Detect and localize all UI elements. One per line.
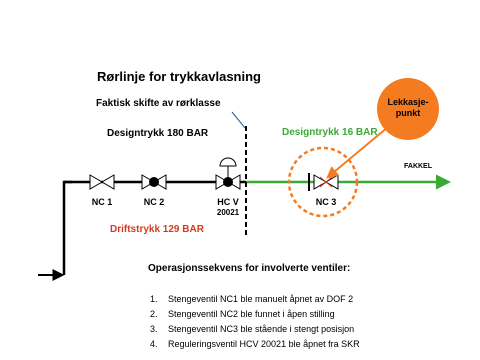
design-pressure-high-label: Designtrykk 180 BAR — [107, 128, 209, 139]
valve-hcv-tag: 20021 — [216, 208, 240, 217]
riser-pipe — [64, 182, 72, 275]
valve-nc2[interactable] — [142, 175, 166, 189]
leak-point-line-2: punkt — [395, 108, 421, 118]
sequence-step: 1. Stengeventil NC1 ble manuelt åpnet av DOF 2 — [150, 294, 354, 304]
sequence-step: 4. Reguleringsventil HCV 20021 ble åpnet fra SKR — [150, 339, 360, 349]
class-change-label: Faktisk skifte av rørklasse — [96, 98, 221, 109]
valve-nc3[interactable] — [314, 175, 338, 189]
sequence-step: 3. Stengeventil NC3 ble stående i stengt posisjon — [150, 324, 355, 334]
valve-hcv-20021[interactable] — [216, 158, 240, 189]
valve-nc2-label: NC 2 — [143, 197, 165, 207]
leak-point-line-1: Lekkasje- — [387, 97, 429, 107]
valve-hcv-label: HC V — [217, 197, 239, 207]
valve-nc3-label: NC 3 — [315, 197, 337, 207]
valve-nc1[interactable] — [90, 175, 114, 189]
diagram-title: Rørlinje for trykkavlasning — [97, 69, 261, 84]
flare-label: FAKKEL — [404, 163, 432, 170]
sequence-list — [150, 292, 360, 352]
sequence-title: Operasjonssekvens for involverte ventiler: — [148, 263, 351, 274]
valve-nc1-label: NC 1 — [91, 197, 113, 207]
leak-point-label — [384, 97, 432, 119]
design-pressure-low-label: Designtrykk 16 BAR — [282, 127, 378, 138]
class-change-marker — [232, 112, 245, 128]
sequence-step: 2. Stengeventil NC2 ble funnet i åpen stilling — [150, 309, 335, 319]
operating-pressure-label: Driftstrykk 129 BAR — [110, 224, 204, 235]
